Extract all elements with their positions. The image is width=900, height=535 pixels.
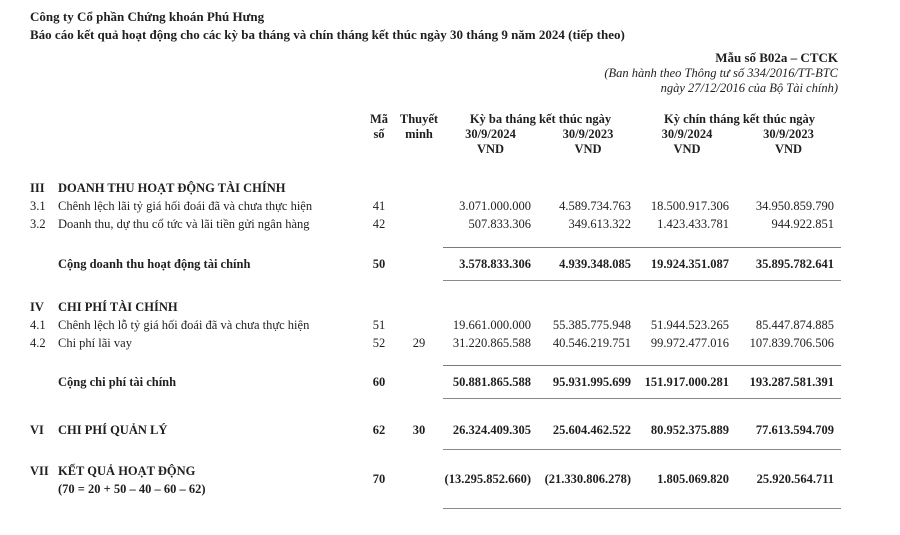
row-code: 70 [372, 472, 386, 486]
row-value-1: 3.578.833.306 [443, 248, 538, 281]
row-code: 51 [372, 318, 386, 332]
row-code: 41 [372, 199, 386, 213]
row-label-formula: (70 = 20 + 50 – 40 – 60 – 62) [58, 482, 206, 496]
row-value-3: 18.500.917.306 [650, 199, 730, 213]
row-value-4: 107.839.706.506 [749, 336, 835, 350]
spacer-row [30, 352, 841, 366]
spacer-row [30, 159, 841, 179]
row-value-4 [736, 179, 841, 197]
row-number [30, 366, 58, 399]
currency-label: VND [774, 142, 803, 156]
row-value-1: (13.295.852.660) [443, 462, 538, 508]
row-value-3: 51.944.523.265 [650, 318, 730, 332]
row-value-3 [638, 179, 736, 197]
spacer-cell [30, 450, 841, 463]
table-row [30, 248, 841, 281]
spacer-row [30, 399, 841, 422]
row-label: Cộng chi phí tài chính [58, 374, 177, 389]
col-header-ma-line1: Mã [369, 112, 389, 126]
table-header [30, 112, 841, 159]
row-value-4: 193.287.581.391 [736, 366, 841, 399]
row-value-4: 34.950.859.790 [755, 199, 835, 213]
row-note-ref [395, 248, 443, 281]
row-value-3: 80.952.375.889 [638, 421, 736, 450]
row-value-1 [443, 179, 538, 197]
row-value-3: 151.917.000.281 [638, 366, 736, 399]
currency-label: VND [673, 142, 701, 156]
row-label [58, 462, 363, 508]
row-value-3: 1.805.069.820 [638, 462, 736, 508]
row-label: DOANH THU HOẠT ĐỘNG TÀI CHÍNH [58, 181, 286, 195]
row-value-4: 77.613.594.709 [736, 421, 841, 450]
table-row [30, 215, 841, 233]
row-label: CHI PHÍ TÀI CHÍNH [58, 300, 178, 314]
row-note-ref [395, 366, 443, 399]
row-code: 50 [372, 256, 386, 271]
header-row-2 [30, 127, 841, 142]
row-code [363, 298, 395, 316]
spacer-cell [30, 399, 841, 422]
form-issued-line1: (Ban hành theo Thông tư số 334/2016/TT-BTC [604, 66, 838, 80]
table-body [30, 159, 841, 508]
row-value-2: 4.589.734.763 [559, 199, 632, 213]
row-label-main: KẾT QUẢ HOẠT ĐỘNG [58, 464, 196, 478]
row-label: Doanh thu, dự thu cổ tức và lãi tiền gửi ngân hàng [58, 217, 310, 231]
row-code: 42 [372, 217, 386, 231]
col-group-nine-months: Kỳ chín tháng kết thúc ngày [663, 112, 816, 126]
row-label: Chênh lệch lãi tỷ giá hối đoái đã và chưa thực hiện [58, 199, 313, 213]
row-number: VI [30, 423, 44, 437]
table-row [30, 197, 841, 215]
col-group-quarter: Kỳ ba tháng kết thúc ngày [469, 112, 612, 126]
row-note-ref [395, 462, 443, 508]
col-header-q-2024: 30/9/2024 [465, 127, 516, 141]
company-name: Công ty Cổ phần Chứng khoán Phú Hưng [30, 9, 265, 24]
header-row-1 [30, 112, 841, 127]
form-number: Mẫu số B02a – CTCK [715, 50, 838, 65]
row-value-3: 1.423.433.781 [657, 217, 730, 231]
row-label: Cộng doanh thu hoạt động tài chính [58, 256, 251, 271]
row-number: IV [30, 300, 44, 314]
row-number: III [30, 181, 45, 195]
table-row [30, 179, 841, 197]
row-note-ref [395, 197, 443, 215]
spacer-cell [30, 233, 841, 248]
currency-label: VND [574, 142, 602, 156]
row-number: VII [30, 464, 49, 478]
row-value-2: 55.385.775.948 [552, 318, 632, 332]
row-note-ref [395, 179, 443, 197]
form-issued-line2: ngày 27/12/2016 của Bộ Tài chính) [660, 81, 838, 95]
table-row [30, 334, 841, 352]
row-value-3 [638, 298, 736, 316]
row-value-3: 19.924.351.087 [638, 248, 736, 281]
col-header-ma-line2: số [373, 127, 385, 141]
row-value-1: 3.071.000.000 [459, 199, 531, 213]
row-note-ref: 29 [412, 336, 426, 350]
row-value-4 [736, 298, 841, 316]
row-label: CHI PHÍ QUẢN LÝ [58, 423, 168, 437]
row-note-ref [395, 316, 443, 334]
col-header-n-2023: 30/9/2023 [763, 127, 814, 141]
row-value-1: 507.833.306 [468, 217, 531, 231]
row-number: 3.1 [30, 199, 46, 213]
report-title: Báo cáo kết quả hoạt động cho các kỳ ba tháng và chín tháng kết thúc ngày 30 tháng 9 năm 2024 (tiếp theo) [30, 27, 625, 42]
row-value-2: 40.546.219.751 [552, 336, 632, 350]
row-value-2: (21.330.806.278) [538, 462, 638, 508]
header-empty [30, 127, 363, 142]
row-code: 60 [372, 374, 386, 389]
col-header-q-2023: 30/9/2023 [562, 127, 614, 141]
row-note-ref [395, 215, 443, 233]
currency-label: VND [476, 142, 505, 156]
income-statement-table [30, 112, 841, 509]
table-row [30, 421, 841, 450]
table-row [30, 316, 841, 334]
spacer-cell [30, 159, 841, 179]
row-value-4: 35.895.782.641 [736, 248, 841, 281]
row-value-2: 25.604.462.522 [538, 421, 638, 450]
col-header-n-2024: 30/9/2024 [661, 127, 713, 141]
header-empty [30, 142, 443, 159]
row-code: 52 [372, 336, 386, 350]
row-value-1: 31.220.865.588 [452, 336, 531, 350]
row-note-ref [395, 298, 443, 316]
spacer-row [30, 281, 841, 299]
row-value-1: 19.661.000.000 [452, 318, 531, 332]
table-row [30, 298, 841, 316]
row-label: Chênh lệch lỗ tỷ giá hối đoái đã và chưa thực hiện [58, 318, 310, 332]
row-value-4: 25.920.564.711 [736, 462, 841, 508]
row-value-2 [538, 179, 638, 197]
spacer-cell [30, 352, 841, 366]
row-number: 4.2 [30, 336, 46, 350]
row-number: 3.2 [30, 217, 46, 231]
header-empty [30, 112, 363, 127]
row-number [30, 248, 58, 281]
row-label: Chi phí lãi vay [58, 336, 132, 350]
spacer-row [30, 450, 841, 463]
spacer-cell [30, 281, 841, 299]
row-value-4: 85.447.874.885 [755, 318, 835, 332]
row-code [363, 179, 395, 197]
row-number: 4.1 [30, 318, 46, 332]
row-code: 62 [372, 423, 386, 437]
form-reference-block [0, 50, 838, 96]
row-value-2: 4.939.348.085 [538, 248, 638, 281]
spacer-row [30, 233, 841, 248]
row-value-4: 944.922.851 [771, 217, 835, 231]
table-row [30, 366, 841, 399]
header-row-3 [30, 142, 841, 159]
row-value-1 [443, 298, 538, 316]
row-value-2 [538, 298, 638, 316]
table-row [30, 462, 841, 508]
row-value-2: 349.613.322 [568, 217, 632, 231]
report-header [30, 8, 900, 44]
row-value-2: 95.931.995.699 [538, 366, 638, 399]
row-value-1: 26.324.409.305 [443, 421, 538, 450]
row-value-1: 50.881.865.588 [443, 366, 538, 399]
row-note-ref: 30 [412, 423, 426, 437]
row-value-3: 99.972.477.016 [650, 336, 730, 350]
col-header-tm-line1: Thuyết [399, 112, 439, 126]
col-header-tm-line2: minh [405, 127, 433, 141]
